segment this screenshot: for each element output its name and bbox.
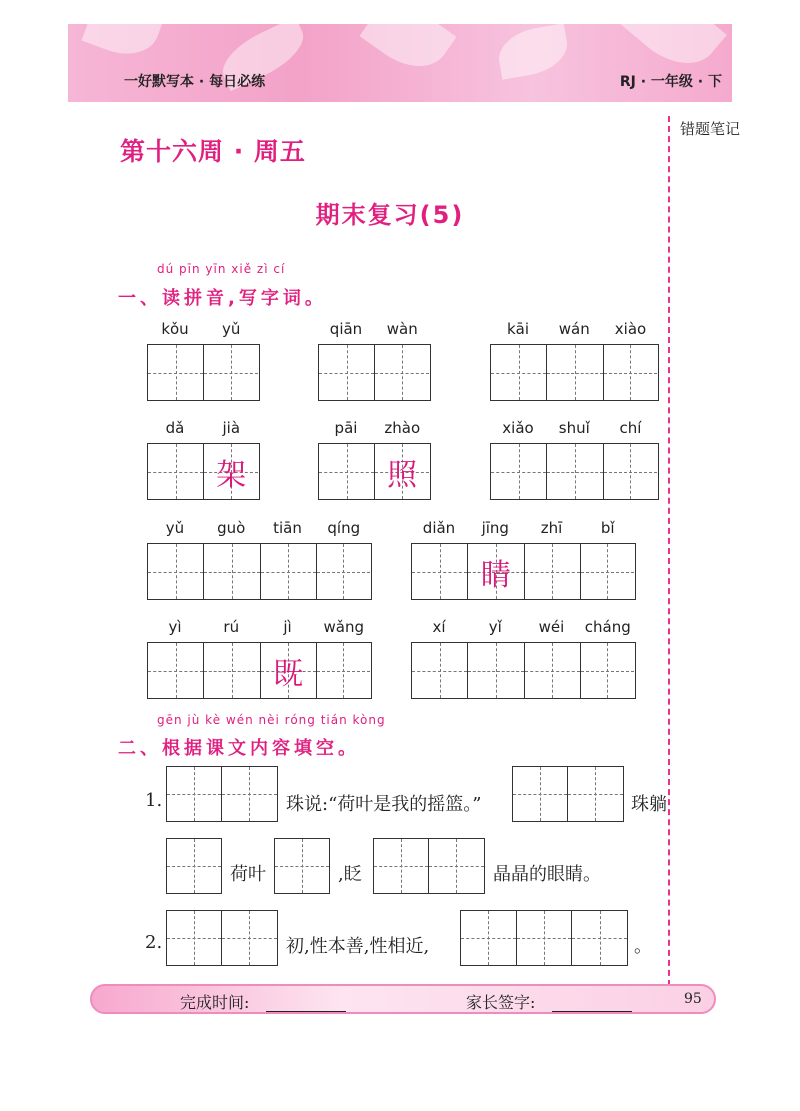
parent-signature-label: 家长签字: <box>466 993 536 1012</box>
pinyin-syllable: zhào <box>384 419 421 437</box>
hint-character: 睛 <box>480 557 511 593</box>
character-cell[interactable] <box>547 345 603 400</box>
answer-grid[interactable] <box>166 910 278 966</box>
hint-character: 照 <box>387 457 418 493</box>
character-cell[interactable] <box>375 444 429 499</box>
character-cell[interactable] <box>491 444 547 499</box>
character-cell[interactable] <box>204 643 260 698</box>
question-1-number: 1. <box>145 790 163 811</box>
answer-grid[interactable] <box>166 766 278 822</box>
character-cell[interactable] <box>204 345 258 400</box>
answer-grid[interactable] <box>166 838 222 894</box>
section1-title: 一、读拼音,写字词。 <box>118 288 327 309</box>
wrong-answer-notes-label: 错题笔记 <box>680 120 741 138</box>
completion-time-label: 完成时间: <box>180 993 250 1012</box>
completion-time-line[interactable] <box>266 1011 346 1012</box>
pinyin-syllable: xí <box>432 618 446 636</box>
character-cell[interactable] <box>468 643 524 698</box>
answer-grid[interactable] <box>460 910 628 966</box>
pinyin-syllable: kāi <box>506 320 530 338</box>
answer-grid[interactable] <box>274 838 330 894</box>
pinyin-syllable: shuǐ <box>558 419 590 437</box>
character-cell[interactable] <box>148 643 204 698</box>
character-cell[interactable] <box>581 544 634 599</box>
character-grid[interactable] <box>411 642 636 699</box>
character-cell[interactable] <box>319 345 375 400</box>
pinyin-syllable: pāi <box>334 419 358 437</box>
pinyin-syllable: guò <box>217 519 246 537</box>
grade-label: RJ · 一年级 · 下 <box>619 74 722 90</box>
character-cell[interactable] <box>148 345 204 400</box>
question-1-text: 荷叶 <box>230 864 266 885</box>
pinyin-syllable: yì <box>168 618 182 636</box>
pinyin-syllable: wǎng <box>323 618 364 636</box>
petal-decoration <box>359 24 456 82</box>
character-grid[interactable] <box>318 443 431 500</box>
pinyin-syllable: jià <box>222 419 241 437</box>
pinyin-syllable: qíng <box>327 519 361 537</box>
character-grid[interactable] <box>318 344 431 401</box>
character-cell[interactable] <box>525 544 581 599</box>
question-2-text: 初,性本善,性相近, <box>286 936 430 957</box>
pinyin-syllable: tiān <box>273 519 302 537</box>
pinyin-syllable: bǐ <box>600 519 615 537</box>
character-cell[interactable] <box>319 444 375 499</box>
answer-grid[interactable] <box>512 766 624 822</box>
character-grid[interactable] <box>147 543 372 600</box>
answer-grid[interactable] <box>373 838 485 894</box>
pinyin-syllable: chí <box>619 419 642 437</box>
character-cell[interactable] <box>375 345 429 400</box>
hint-character: 架 <box>216 457 247 493</box>
character-grid[interactable] <box>147 443 260 500</box>
pinyin-syllable: jīng <box>481 519 509 537</box>
question-1-text: 珠躺 <box>631 794 667 815</box>
pinyin-syllable: rú <box>223 618 240 636</box>
notes-divider <box>668 116 670 996</box>
character-cell[interactable] <box>468 544 524 599</box>
pinyin-syllable: qiān <box>329 320 363 338</box>
character-cell[interactable] <box>204 444 258 499</box>
hint-character: 既 <box>273 656 304 692</box>
character-cell[interactable] <box>204 544 260 599</box>
pinyin-syllable: jì <box>283 618 292 636</box>
parent-signature-line[interactable] <box>552 1011 632 1012</box>
pinyin-syllable: yǐ <box>488 618 502 636</box>
section2-title: 二、根据课文内容填空。 <box>118 738 360 759</box>
character-cell[interactable] <box>261 544 317 599</box>
character-cell[interactable] <box>604 444 658 499</box>
character-cell[interactable] <box>525 643 581 698</box>
question-2-number: 2. <box>145 932 163 953</box>
character-cell[interactable] <box>261 643 317 698</box>
question-1-text: 晶晶的眼睛。 <box>493 864 601 885</box>
character-grid[interactable] <box>147 642 372 699</box>
character-cell[interactable] <box>581 643 634 698</box>
lesson-title: 期末复习(5) <box>315 201 465 229</box>
character-cell[interactable] <box>148 544 204 599</box>
section2-pinyin: gēn jù kè wén nèi róng tián kòng <box>157 713 386 727</box>
pinyin-syllable: diǎn <box>422 519 456 537</box>
character-cell[interactable] <box>491 345 547 400</box>
character-cell[interactable] <box>547 444 603 499</box>
question-1-text: ,眨 <box>338 864 362 885</box>
character-cell[interactable] <box>317 643 370 698</box>
pinyin-syllable: dǎ <box>165 419 185 437</box>
week-title: 第十六周 · 周五 <box>120 137 306 166</box>
character-grid[interactable] <box>411 543 636 600</box>
question-2-text: 。 <box>634 936 652 957</box>
character-grid[interactable] <box>490 443 659 500</box>
pinyin-syllable: wàn <box>386 320 418 338</box>
pinyin-syllable: kǒu <box>161 320 189 338</box>
section1-pinyin: dú pīn yīn xiě zì cí <box>157 262 286 276</box>
character-grid[interactable] <box>147 344 260 401</box>
petal-decoration <box>82 24 165 64</box>
pinyin-syllable: cháng <box>584 618 631 636</box>
pinyin-syllable: wéi <box>538 618 565 636</box>
character-cell[interactable] <box>148 444 204 499</box>
brand-label: 一好默写本 · 每日必练 <box>124 74 266 90</box>
pinyin-syllable: xiào <box>614 320 647 338</box>
character-grid[interactable] <box>490 344 659 401</box>
pinyin-syllable: yǔ <box>222 320 241 338</box>
pinyin-syllable: wán <box>558 320 590 338</box>
page-number: 95 <box>684 991 702 1007</box>
character-cell[interactable] <box>412 643 468 698</box>
question-1-text: 珠说:“荷叶是我的摇篮。” <box>286 794 482 815</box>
character-cell[interactable] <box>412 544 468 599</box>
pinyin-syllable: yǔ <box>165 519 185 537</box>
character-cell[interactable] <box>604 345 658 400</box>
pinyin-syllable: zhī <box>540 519 563 537</box>
petal-decoration <box>495 24 572 80</box>
pinyin-syllable: xiǎo <box>502 419 534 437</box>
character-cell[interactable] <box>317 544 370 599</box>
